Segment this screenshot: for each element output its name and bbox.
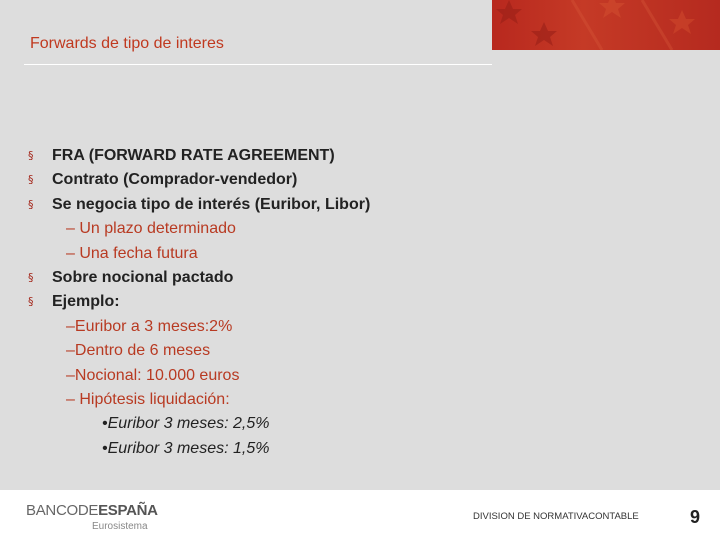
sub-item [0, 242, 720, 266]
bullet-icon: § [28, 270, 34, 284]
item-text: Se negocia tipo de interés (Euribor, Libor) [52, 195, 371, 213]
header-banner [492, 0, 720, 50]
sub-item-text: –Dentro de 6 meses [66, 342, 211, 360]
sub-item-text: – Una fecha futura [66, 244, 198, 262]
title-divider [24, 64, 492, 65]
sub-sub-item [0, 412, 720, 436]
sub-sub-item-text: •Euribor 3 meses: 1,5% [102, 439, 270, 457]
slide-content [0, 144, 720, 461]
sub-item [0, 388, 720, 412]
list-item [0, 144, 720, 168]
logo-part-2: ESPAÑA [98, 502, 158, 519]
bullet-icon: § [28, 173, 34, 187]
list-item [0, 193, 720, 217]
bullet-icon: § [28, 295, 34, 309]
star-pattern [492, 0, 720, 50]
page-number: 9 [690, 507, 701, 527]
sub-item-text: – Hipótesis liquidación: [66, 390, 230, 408]
logo-part-1: BANCODE [26, 502, 99, 519]
list-item [0, 290, 720, 314]
slide-title: Forwards de tipo de interes [30, 35, 224, 52]
bullet-icon: § [28, 197, 34, 211]
list-item [0, 266, 720, 290]
bank-logo [26, 502, 158, 519]
sub-item [0, 315, 720, 339]
sub-item [0, 339, 720, 363]
item-text: Ejemplo: [52, 293, 120, 311]
logo-subtitle: Eurosistema [92, 521, 148, 532]
item-text: Sobre nocional pactado [52, 268, 234, 286]
sub-sub-item-text: •Euribor 3 meses: 2,5% [102, 415, 270, 433]
item-text: FRA (FORWARD RATE AGREEMENT) [52, 147, 335, 164]
sub-sub-item [0, 437, 720, 461]
sub-item-text: – Un plazo determinado [66, 220, 236, 238]
bullet-icon: § [28, 149, 34, 162]
sub-item [0, 217, 720, 241]
list-item [0, 168, 720, 192]
sub-item-text: –Nocional: 10.000 euros [66, 366, 240, 384]
slide-footer [0, 490, 720, 540]
item-text: Contrato (Comprador-vendedor) [52, 171, 298, 189]
division-label: DIVISION DE NORMATIVACONTABLE [473, 511, 639, 522]
sub-item [0, 364, 720, 388]
sub-item-text: –Euribor a 3 meses:2% [66, 317, 233, 335]
